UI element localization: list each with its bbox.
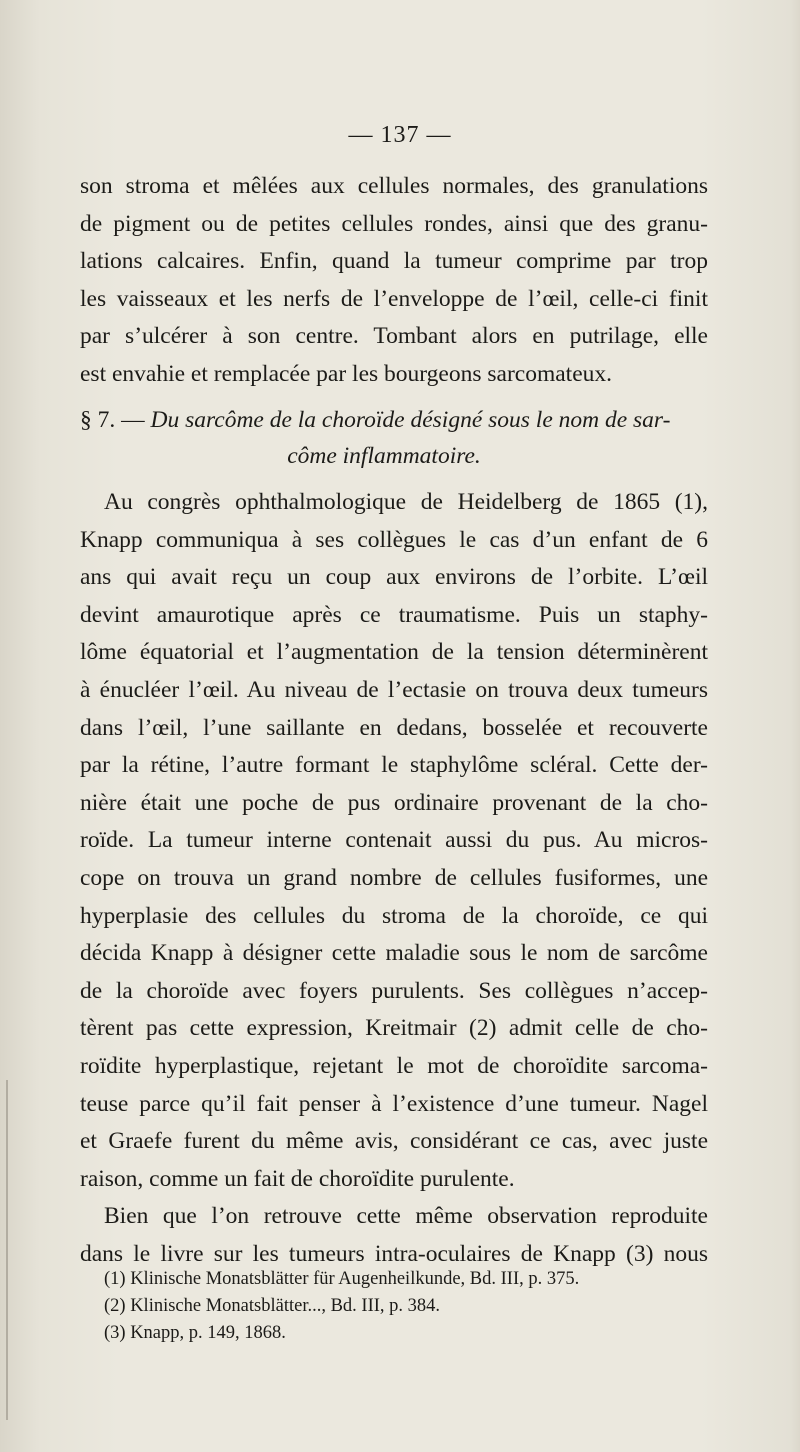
section-title-part-1: Du sarcôme de la choroïde désigné sous le nom de sar- [150, 407, 671, 433]
page-edge-shadow [6, 1080, 8, 1420]
section-heading-line-1 [80, 402, 708, 438]
top-paragraph [80, 168, 708, 394]
text-line: à énucléer l’œil. Au niveau de l’ectasie on trouva deux tumeurs [80, 676, 708, 703]
text-line: raison, comme un fait de choroïdite purulente. [80, 1165, 515, 1192]
text-line: cope on trouva un grand nombre de cellules fusiformes, une [80, 864, 708, 891]
text-line: par la rétine, l’autre formant le staphylôme scléral. Cette der- [80, 752, 708, 779]
text-line: de pigment ou de petites cellules rondes, ainsi que des granu- [80, 210, 708, 237]
text-line: nière était une poche de pus ordinaire provenant de la cho- [80, 789, 708, 816]
footnote: (3) Knapp, p. 149, 1868. [104, 1323, 286, 1343]
section-number: § 7. — [80, 407, 145, 433]
section-title-part-2: côme inflammatoire. [287, 443, 481, 469]
text-line: devint amaurotique après ce traumatisme. Puis un staphy- [80, 601, 708, 628]
text-line: tèrent pas cette expression, Kreitmair (2) admit celle de cho- [80, 1015, 708, 1042]
footnote: (2) Klinische Monatsblätter..., Bd. III, p. 384. [104, 1296, 441, 1316]
section-heading-line-2 [80, 438, 708, 474]
text-line: par s’ulcérer à son centre. Tombant alors en putrilage, elle [80, 323, 708, 350]
text-line: Au congrès ophthalmologique de Heidelberg de 1865 (1), [104, 489, 708, 515]
text-line: roïde. La tumeur interne contenait aussi du pus. Au micros- [80, 827, 708, 854]
text-line: Knapp communiqua à ses collègues le cas d’un enfant de 6 [80, 526, 708, 553]
main-paragraph [80, 484, 708, 1273]
text-line: roïdite hyperplastique, rejetant le mot de choroïdite sarcoma- [80, 1052, 708, 1079]
text-line: lôme équatorial et l’augmentation de la tension déterminèrent [80, 639, 708, 666]
text-line: décida Knapp à désigner cette maladie sous le nom de sarcôme [80, 940, 708, 967]
page-number: — 137 — [348, 122, 452, 148]
text-line: son stroma et mêlées aux cellules normales, des granulations [80, 173, 708, 199]
text-line: lations calcaires. Enfin, quand la tumeur comprime par trop [80, 248, 708, 275]
text-line: et Graefe furent du même avis, considérant ce cas, avec juste [80, 1128, 708, 1155]
text-line: dans l’œil, l’une saillante en dedans, bosselée et recouverte [80, 714, 708, 741]
text-line: teuse parce qu’il fait penser à l’existence d’une tumeur. Nagel [80, 1090, 708, 1117]
text-line: de la choroïde avec foyers purulents. Ses collègues n’accep- [80, 977, 708, 1004]
text-line: Bien que l’on retrouve cette même observation reproduite [104, 1203, 708, 1230]
footnote: (1) Klinische Monatsblätter für Augenheilkunde, Bd. III, p. 375. [104, 1269, 580, 1289]
footnotes [80, 1266, 708, 1347]
text-line: ans qui avait reçu un coup aux environs de l’orbite. L’œil [80, 564, 708, 591]
text-line: hyperplasie des cellules du stroma de la choroïde, ce qui [80, 902, 708, 929]
text-line: dans le livre sur les tumeurs intra-oculaires de Knapp (3) nous [80, 1240, 708, 1267]
section-heading [80, 402, 708, 474]
text-line: les vaisseaux et les nerfs de l’enveloppe de l’œil, celle-ci finit [80, 285, 708, 312]
text-line: est envahie et remplacée par les bourgeons sarcomateux. [80, 360, 613, 387]
